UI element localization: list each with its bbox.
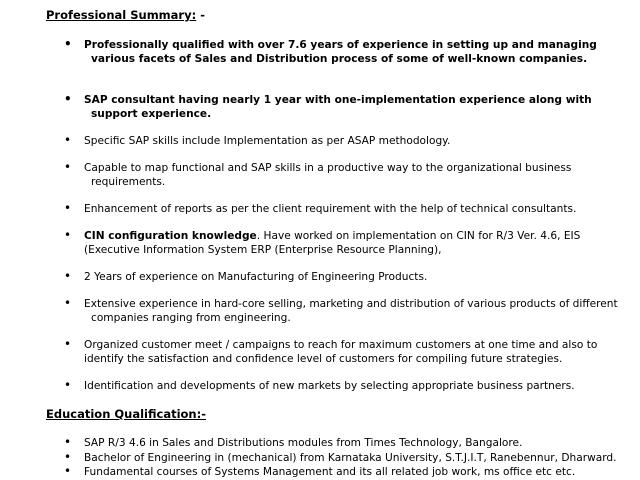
list-item-text: Professionally qualified with over 7.6 years of experience in setting up and managing <box>84 39 597 51</box>
bullet-icon: • <box>64 464 72 478</box>
bullet-icon: • <box>64 92 72 106</box>
list-item-text: Specific SAP skills include Implementation as per ASAP methodology. <box>84 135 451 147</box>
list-item-text: Capable to map functional and SAP skills in a productive way to the organizational business <box>84 162 572 174</box>
cin-configuration-knowledge: CIN configuration knowledge <box>84 230 257 242</box>
list-item-text: Identification and developments of new markets by selecting appropriate business partners. <box>84 380 575 392</box>
list-item-text: Fundamental courses of Systems Management and its all related job work, ms office etc etc. <box>84 466 576 478</box>
bullet-icon: • <box>64 160 72 174</box>
list-item-text: various facets of Sales and Distribution process of some of well-known companies. <box>91 53 588 65</box>
list-item-text <box>84 229 580 243</box>
list-item-text: Organized customer meet / campaigns to reach for maximum customers at one time and also to <box>84 339 598 351</box>
list-item-text: (Executive Information System ERP (Enterprise Resource Planning), <box>84 244 442 256</box>
bullet-icon: • <box>64 133 72 147</box>
bullet-icon: • <box>64 435 72 449</box>
list-item-text: support experience. <box>91 108 212 120</box>
list-item-text: 2 Years of experience on Manufacturing of Engineering Products. <box>84 271 428 283</box>
list-item-text: requirements. <box>91 176 166 188</box>
bullet-icon: • <box>64 296 72 310</box>
bullet-icon: • <box>64 450 72 464</box>
professional-summary-suffix: - <box>196 8 205 22</box>
list-item-text: SAP consultant having nearly 1 year with one-implementation experience along with <box>84 94 592 106</box>
education-qualification-title: Education Qualification:- <box>46 407 206 421</box>
list-item-text: Bachelor of Engineering in (mechanical) from Karnataka University, S.T.J.I.T, Ranebennur, Dharward. <box>84 452 617 464</box>
bullet-icon: • <box>64 378 72 392</box>
bullet-icon: • <box>64 228 72 242</box>
bullet-icon: • <box>64 337 72 351</box>
list-item-text: Enhancement of reports as per the client requirement with the help of technical consultants. <box>84 203 577 215</box>
professional-summary-heading <box>46 8 205 22</box>
list-item-text: companies ranging from engineering. <box>91 312 291 324</box>
list-item-text: identify the satisfaction and confidence level of customers for compiling future strategies. <box>84 353 563 365</box>
bullet-icon: • <box>64 37 72 51</box>
bullet-icon: • <box>64 201 72 215</box>
list-item-text: Extensive experience in hard-core selling, marketing and distribution of various products of different <box>84 298 618 310</box>
list-item-text-rest: . Have worked on implementation on CIN for R/3 Ver. 4.6, EIS <box>256 230 581 242</box>
education-qualification-heading <box>46 407 206 421</box>
professional-summary-title: Professional Summary: <box>46 8 197 22</box>
list-item-text: SAP R/3 4.6 in Sales and Distributions modules from Times Technology, Bangalore. <box>84 437 523 449</box>
bullet-icon: • <box>64 269 72 283</box>
